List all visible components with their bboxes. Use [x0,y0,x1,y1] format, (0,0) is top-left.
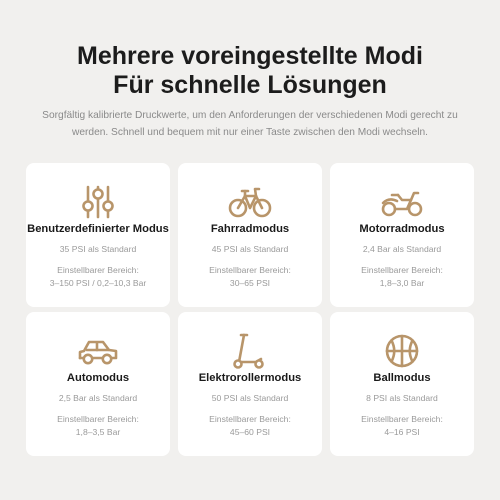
page-title [0,42,500,100]
mode-card-bicycle [178,163,322,307]
mode-range-value: 45–60 PSI [229,427,271,437]
mode-range-label: Einstellbarer Bereich: [209,414,291,424]
car-icon [76,332,120,370]
sliders-icon [76,183,120,221]
mode-range-value: 1,8–3,5 Bar [75,427,121,437]
mode-name: Benutzerdefinierter Modus [27,223,169,235]
mode-name: Fahrradmodus [210,223,290,235]
mode-range-value: 1,8–3,0 Bar [379,278,425,288]
mode-card-ball [330,312,474,456]
bicycle-icon [228,183,272,221]
mode-standard: 2,5 Bar als Standard [58,393,138,403]
page-subtitle [30,107,470,141]
mode-range-label: Einstellbarer Bereich: [57,414,139,424]
title-line-2: Für schnelle Lösungen [113,71,387,99]
mode-range-label: Einstellbarer Bereich: [361,265,443,275]
mode-name: Elektrorollermodus [198,372,302,384]
title-line-1: Mehrere voreingestellte Modi [77,42,423,70]
mode-range-value: 3–150 PSI / 0,2–10,3 Bar [49,278,147,288]
mode-standard: 8 PSI als Standard [366,393,438,403]
mode-range-label: Einstellbarer Bereich: [57,265,139,275]
mode-standard: 50 PSI als Standard [211,393,289,403]
subtitle-line-1: Sorgfältig kalibrierte Druckwerte, um den Anforderungen der verschiedenen Modi gerecht zu [42,110,458,121]
scooter-icon [228,332,272,370]
subtitle-line-2: werden. Schnell und bequem mit nur einer Taste zwischen den Modi wechseln. [71,127,428,138]
mode-standard: 2,4 Bar als Standard [362,244,442,254]
motorcycle-icon [380,183,424,221]
mode-standard: 45 PSI als Standard [211,244,289,254]
mode-range-label: Einstellbarer Bereich: [209,265,291,275]
mode-range-value: 4–16 PSI [384,427,420,437]
mode-range-label: Einstellbarer Bereich: [361,414,443,424]
mode-card-custom [26,163,170,307]
mode-range-value: 30–65 PSI [229,278,271,288]
mode-name: Ballmodus [373,372,431,384]
mode-card-car [26,312,170,456]
mode-standard: 35 PSI als Standard [59,244,137,254]
mode-card-scooter [178,312,322,456]
mode-name: Automodus [66,372,130,384]
mode-name: Motorradmodus [359,223,445,235]
mode-card-motorcycle [330,163,474,307]
ball-icon [380,332,424,370]
